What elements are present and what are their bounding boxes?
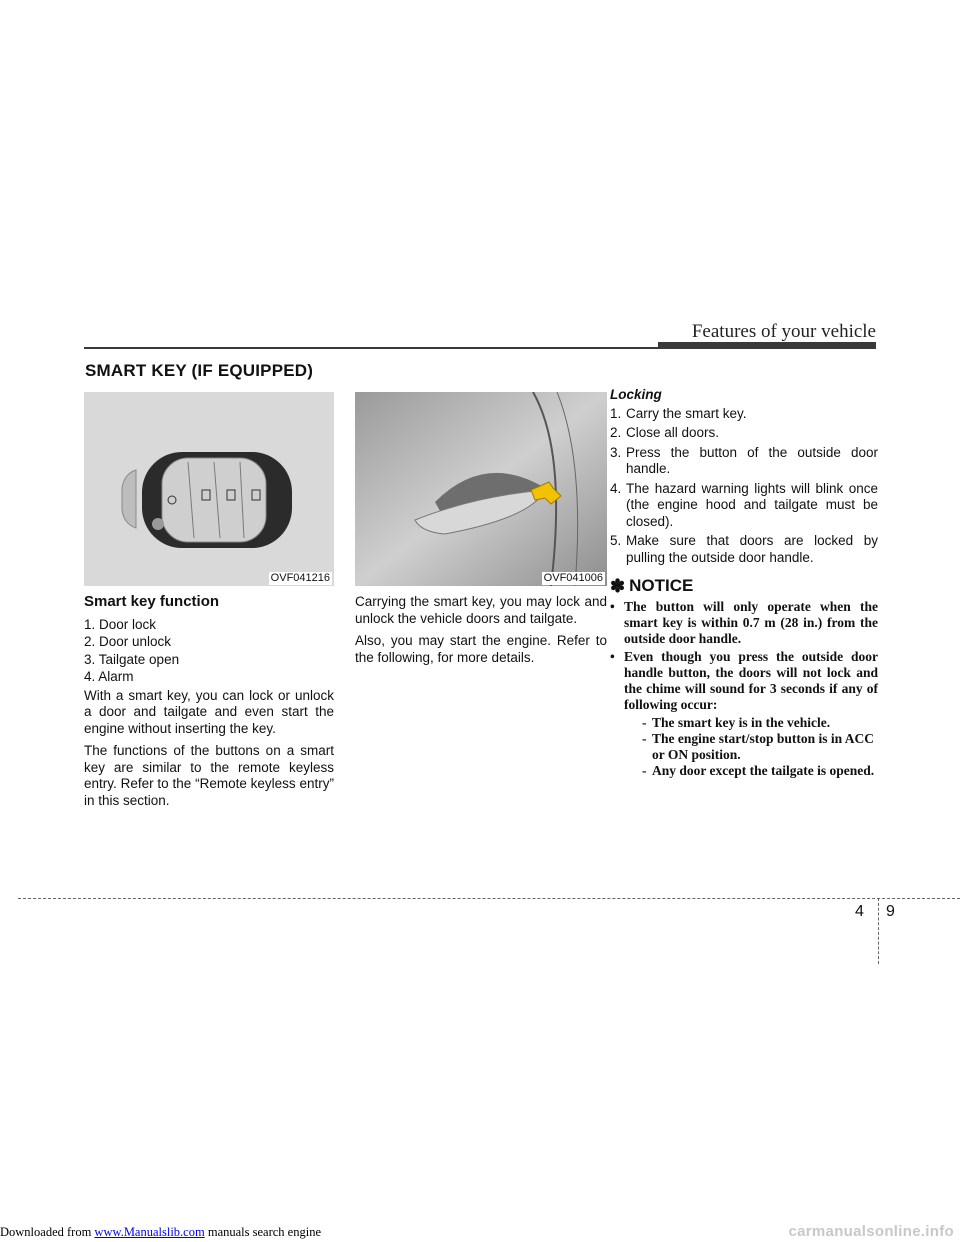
list-item: 3. Press the button of the outside door handle.	[610, 444, 878, 476]
bullet-icon: •	[610, 598, 615, 614]
paragraph: Also, you may start the engine. Refer to the following, for more details.	[355, 633, 607, 665]
list-item: 4. The hazard warning lights will blink once (the engine hood and tailgate must be closed).	[610, 480, 878, 529]
page-number: 9	[886, 903, 895, 920]
list-item: 3. Tailgate open	[84, 651, 180, 667]
manualslib-link[interactable]: www.Manualslib.com	[94, 1225, 205, 1239]
download-footer: Downloaded from www.Manualslib.com manuals search engine	[0, 1225, 321, 1239]
locking-steps	[610, 406, 878, 567]
notice-sub-item: - The smart key is in the vehicle.	[642, 714, 831, 730]
page-divider-vertical	[878, 898, 879, 964]
notice-star-icon: ✽	[610, 576, 626, 596]
locking-title: Locking	[610, 387, 662, 402]
notice-heading	[610, 578, 878, 595]
column-1	[84, 392, 334, 815]
door-handle-figure	[355, 392, 607, 586]
list-item: 5. Make sure that doors are locked by pulling the outside door handle.	[610, 533, 878, 565]
notice-sub-item: - The engine start/stop button is in ACC or ON position.	[642, 730, 875, 762]
column-3	[610, 387, 878, 779]
paragraph: The functions of the buttons on a smart key are similar to the remote keyless entry. Refer to the “Remote keyless entry” in this section.	[84, 743, 334, 808]
paragraph: With a smart key, you can lock or unlock a door and tailgate and even start the engine without inserting the key.	[84, 687, 334, 736]
watermark: carmanualsonline.info	[788, 1223, 954, 1240]
figure-code: OVF041216	[270, 572, 330, 584]
list-item: 4. Alarm	[84, 669, 134, 684]
list-item: 1. Carry the smart key.	[610, 405, 747, 421]
header-rule	[84, 347, 876, 349]
chapter-number: 4	[855, 903, 864, 920]
smart-key-figure	[84, 392, 334, 586]
section-title: SMART KEY (IF EQUIPPED)	[85, 361, 314, 380]
list-item: 2. Door unlock	[84, 634, 172, 649]
list-item: 2. Close all doors.	[610, 425, 720, 440]
running-header: Features of your vehicle	[691, 321, 876, 342]
bullet-icon: •	[610, 648, 615, 664]
column-2	[355, 392, 607, 672]
notice-bullet: • The button will only operate when the smart key is within 0.7 m (28 in.) from the outside door handle.	[610, 598, 878, 646]
notice-title: NOTICE	[629, 576, 694, 595]
smart-key-function-title: Smart key function	[84, 593, 220, 610]
notice-bullet: • Even though you press the outside door handle button, the doors will not lock and the chime will sound for 3 seconds if any of following occur:	[610, 648, 878, 712]
door-handle-illustration	[355, 392, 607, 586]
paragraph: Carrying the smart key, you may lock and unlock the vehicle doors and tailgate.	[355, 594, 607, 626]
list-item: 1. Door lock	[84, 616, 157, 632]
figure-code: OVF041006	[543, 572, 603, 584]
notice-sub-item: - Any door except the tailgate is opened.	[642, 762, 875, 778]
smart-key-illustration	[84, 392, 334, 586]
function-list	[84, 617, 334, 686]
page-divider-horizontal	[18, 898, 960, 899]
notice-body	[610, 599, 878, 779]
